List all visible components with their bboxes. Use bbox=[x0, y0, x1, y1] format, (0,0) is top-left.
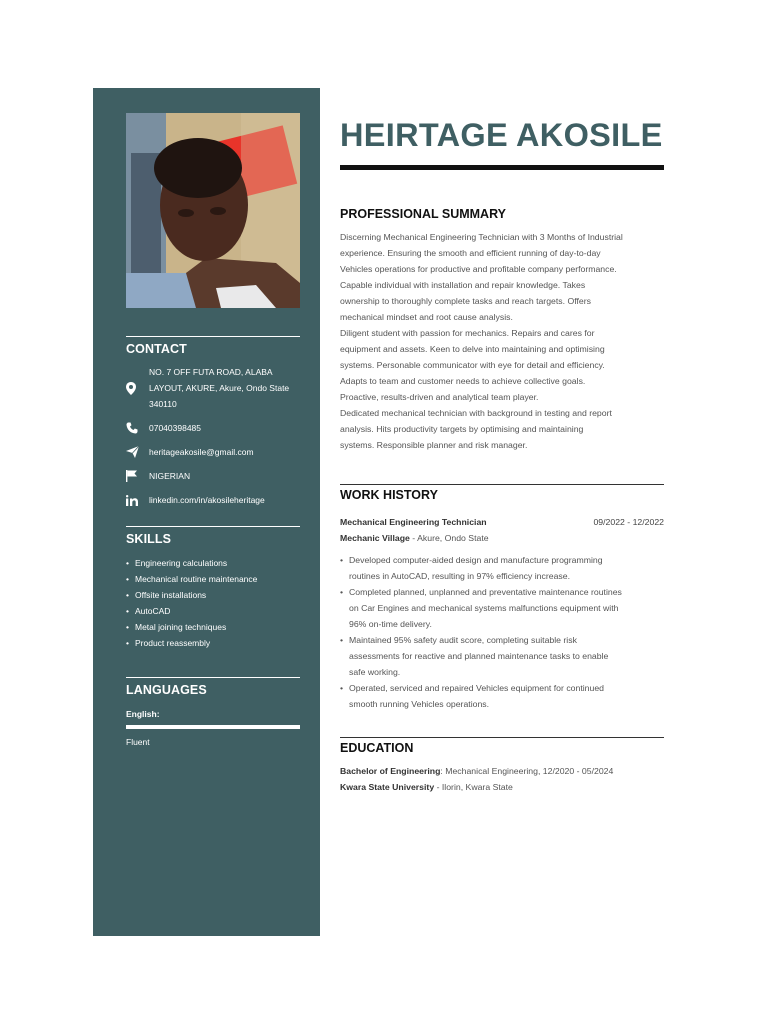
job-employer: Mechanic Village - Akure, Ondo State bbox=[340, 533, 489, 543]
skills-section bbox=[126, 526, 300, 651]
address-line-3: 340110 bbox=[149, 399, 177, 409]
job-title: Mechanical Engineering Technician bbox=[340, 517, 487, 527]
list-item: • Operated, serviced and repaired Vehicles equipment for continued smooth running Vehicles operations. bbox=[340, 683, 604, 709]
list-item: • Metal joining techniques bbox=[126, 622, 227, 632]
list-item: • AutoCAD bbox=[126, 606, 171, 616]
skills-list bbox=[126, 555, 300, 651]
education-heading: EDUCATION bbox=[340, 741, 414, 755]
language-level: Fluent bbox=[126, 737, 150, 747]
contact-linkedin bbox=[126, 492, 300, 508]
list-item: • Product reassembly bbox=[126, 638, 211, 648]
list-item: • Mechanical routine maintenance bbox=[126, 574, 258, 584]
list-item: • Completed planned, unplanned and preventative maintenance routines on Car Engines and mechanical systems malfunctions equipment with 96% on-time delivery. bbox=[340, 587, 622, 629]
languages-heading: LANGUAGES bbox=[126, 683, 207, 697]
nationality-text: NIGERIAN bbox=[149, 471, 191, 481]
send-icon bbox=[126, 444, 149, 460]
languages-divider bbox=[126, 677, 300, 678]
education-degree: Bachelor of Engineering: Mechanical Engineering, 12/2020 - 05/2024 bbox=[340, 766, 614, 776]
education-school: Kwara State University - Ilorin, Kwara State bbox=[340, 782, 513, 792]
language-name: English: bbox=[126, 709, 160, 719]
sidebar bbox=[93, 88, 320, 936]
job-header bbox=[340, 514, 664, 530]
flag-icon bbox=[126, 468, 149, 484]
skills-divider bbox=[126, 526, 300, 527]
linkedin-link[interactable]: linkedin.com/in/akosileheritage bbox=[149, 495, 265, 505]
summary-text: Discerning Mechanical Engineering Technician with 3 Months of Industrial experience. Ensuring the smooth and efficient running of day-to-day Vehicles operations for productive and profitable company performance. Capable individual with installation and repair knowledge. Takes ownership to thoroughly complete tasks and reach targets. Offers mechanical mindset and root cause analysis. Diligent student with passion for mechanics. Repairs and cares for equipment and assets. Keen to delve into maintaining and optimising systems. Personable communicator with eye for detail and efficiency. Adapts to team and customer needs to achieve collective goals. Proactive, results-driven and analytical team player. Dedicated mechanical technician with background in testing and report analysis. Hits productivity targets by optimising and maintaining systems. Responsible planner and risk manager. bbox=[340, 232, 623, 450]
summary-heading: PROFESSIONAL SUMMARY bbox=[340, 207, 506, 221]
education-divider bbox=[340, 737, 664, 738]
job-bullets bbox=[340, 552, 664, 712]
list-item: • Offsite installations bbox=[126, 590, 207, 600]
profile-photo bbox=[126, 113, 300, 308]
language-level-bar bbox=[126, 725, 300, 729]
contact-address bbox=[126, 364, 300, 412]
phone-icon bbox=[126, 420, 149, 436]
contact-heading: CONTACT bbox=[126, 342, 187, 356]
location-pin-icon bbox=[126, 364, 149, 412]
address-line-1: NO. 7 OFF FUTA ROAD, ALABA bbox=[149, 367, 273, 377]
skills-heading: SKILLS bbox=[126, 532, 172, 546]
phone-text[interactable]: 07040398485 bbox=[149, 423, 202, 433]
work-divider bbox=[340, 484, 664, 485]
languages-section bbox=[126, 677, 300, 747]
contact-email bbox=[126, 444, 300, 460]
email-link[interactable]: heritageakosile@gmail.com bbox=[149, 447, 254, 457]
work-section bbox=[340, 484, 664, 712]
page-title: HEIRTAGE AKOSILE bbox=[340, 117, 663, 153]
education-section bbox=[340, 737, 664, 795]
address-line-2: LAYOUT, AKURE, Akure, Ondo State bbox=[149, 383, 290, 393]
title-rule bbox=[340, 165, 664, 170]
work-heading: WORK HISTORY bbox=[340, 488, 438, 502]
list-item: • Maintained 95% safety audit score, completing suitable risk assessments for reactive and planned maintenance tasks to enable safe working. bbox=[340, 635, 609, 677]
contact-nationality bbox=[126, 468, 300, 484]
contact-divider bbox=[126, 336, 300, 337]
summary-section bbox=[340, 207, 664, 453]
contact-phone bbox=[126, 420, 300, 436]
job-dates: 09/2022 - 12/2022 bbox=[593, 517, 664, 527]
contact-section bbox=[126, 336, 300, 516]
linkedin-icon bbox=[126, 492, 149, 508]
list-item: • Engineering calculations bbox=[126, 558, 228, 568]
list-item: • Developed computer-aided design and manufacture programming routines in AutoCAD, resulting in 97% efficiency increase. bbox=[340, 555, 603, 581]
